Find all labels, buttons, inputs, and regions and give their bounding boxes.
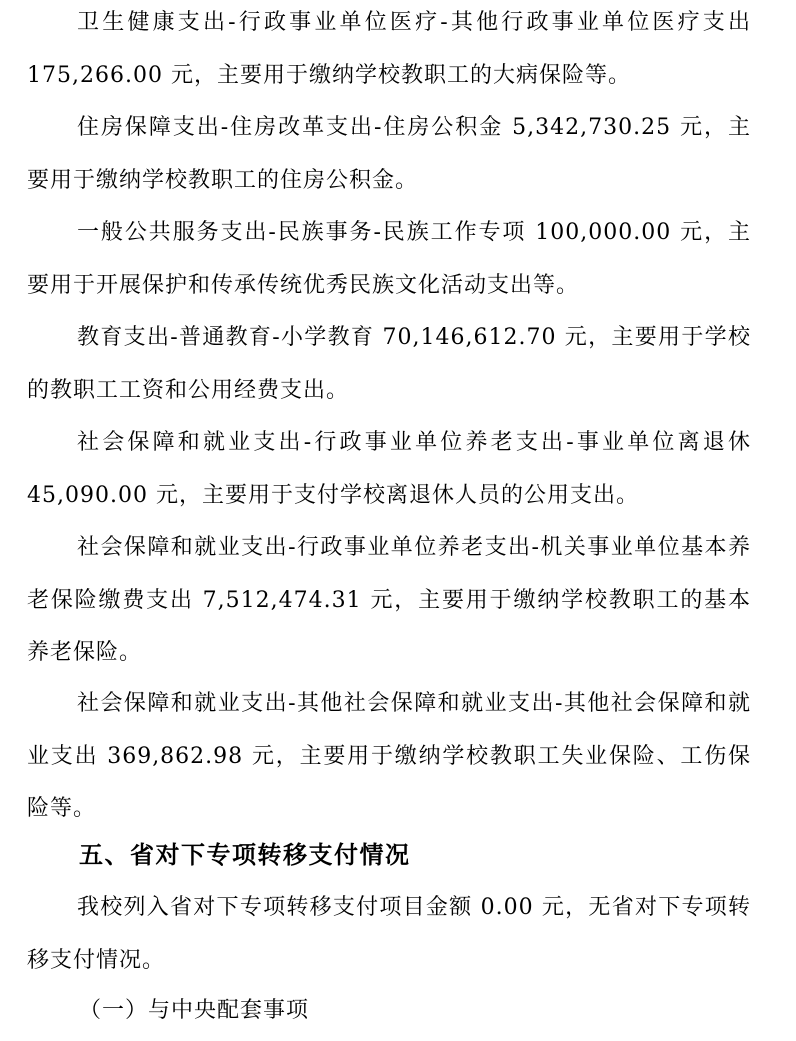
paragraph-pension-insurance: 社会保障和就业支出-行政事业单位养老支出-机关事业单位基本养老保险缴费支出 7,512,474.31 元，主要用于缴纳学校教职工的基本养老保险。 (27, 535, 751, 665)
section-heading: 五、省对下专项转移支付情况 (79, 841, 411, 869)
paragraph-other-social-security: 社会保障和就业支出-其他社会保障和就业支出-其他社会保障和就业支出 369,862.98 元，主要用于缴纳学校教职工失业保险、工伤保险等。 (27, 691, 751, 821)
paragraph-retirement: 社会保障和就业支出-行政事业单位养老支出-事业单位离退休45,090.00 元，主要用于支付学校离退休人员的公用支出。 (27, 430, 751, 508)
paragraph-primary-education: 教育支出-普通教育-小学教育 70,146,612.70 元，主要用于学校的教职工工资和公用经费支出。 (27, 325, 751, 403)
paragraph-transfer-payment: 我校列入省对下专项转移支付项目金额 0.00 元，无省对下专项转移支付情况。 (27, 895, 751, 973)
paragraph-housing-fund: 住房保障支出-住房改革支出-住房公积金 5,342,730.25 元，主要用于缴纳学校教职工的住房公积金。 (27, 115, 751, 193)
paragraph-health-expenditure: 卫生健康支出-行政事业单位医疗-其他行政事业单位医疗支出175,266.00 元，主要用于缴纳学校教职工的大病保险等。 (27, 10, 751, 88)
subsection-heading: （一）与中央配套事项 (79, 998, 310, 1023)
paragraph-ethnic-affairs: 一般公共服务支出-民族事务-民族工作专项 100,000.00 元，主要用于开展保护和传承传统优秀民族文化活动支出等。 (27, 220, 751, 298)
